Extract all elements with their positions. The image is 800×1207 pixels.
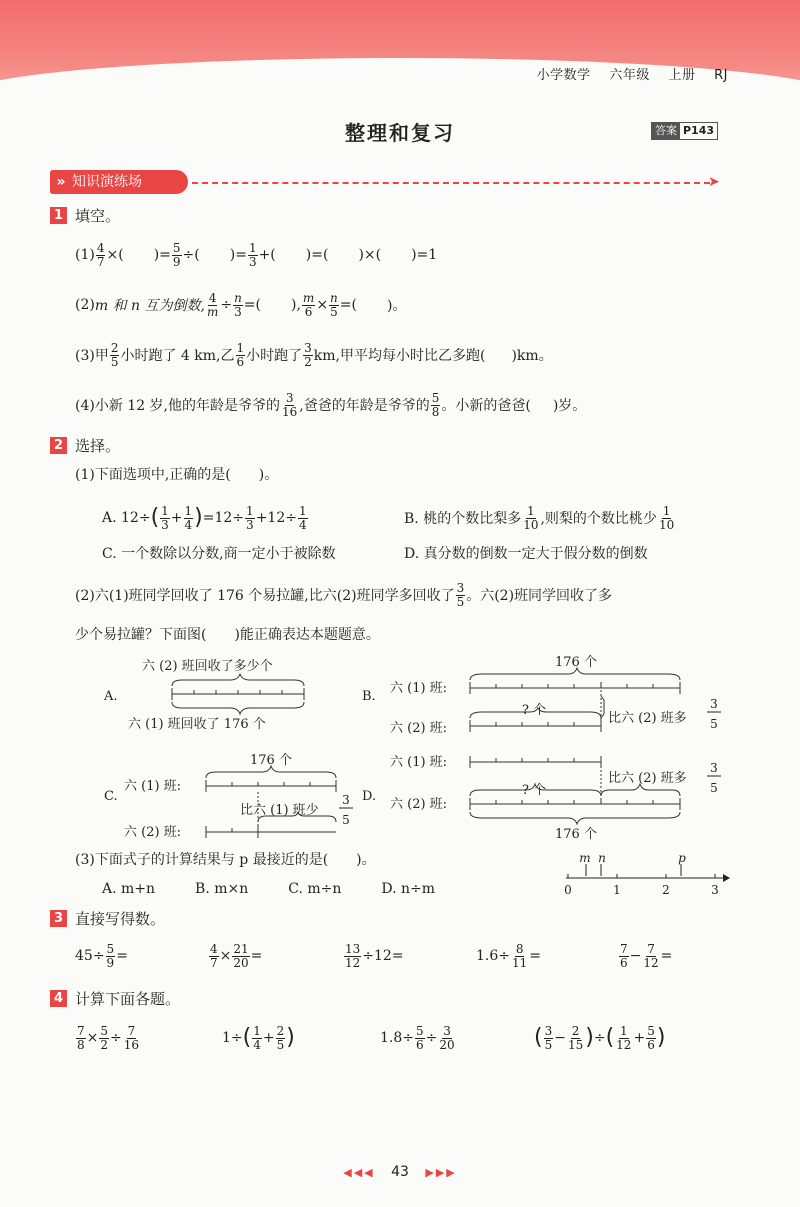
svg-text:六 (1) 班:: 六 (1) 班:: [390, 681, 448, 696]
q1-line1: (1) $\frac{4}{7}$ ×( )= $\frac{5}{9}$ ÷( )= $\frac{1}{3}$ +( )=( )×( )=1: [75, 240, 438, 269]
svg-text:六 (1) 班回收了 176 个: 六 (1) 班回收了 176 个: [128, 717, 266, 732]
q3-expr-5: 7 6 − $\frac{7}{12}$ =: [620, 941, 673, 970]
q1-title: 填空。: [75, 207, 121, 225]
q1-line2: (2) m 和 n 互为倒数, $\frac{4}{m}$ ÷ $\frac{n}{3}$ =( ), $\frac{m}{6}$ × $\frac{n}{5}$ =( )。: [75, 290, 407, 319]
svg-text:m: m: [579, 851, 591, 865]
header-edition: RJ: [714, 68, 728, 83]
svg-text:176 个: 176 个: [555, 655, 597, 670]
q2-option-b: B. 桃的个数比梨多 1 10 ,则梨的个数比桃少 1 10: [404, 503, 675, 532]
q1-number: 1: [50, 207, 67, 224]
answer-tag: [651, 122, 718, 140]
svg-text:176 个: 176 个: [250, 753, 292, 768]
section-tag: [50, 170, 188, 194]
header-subject: 小学数学: [536, 68, 591, 83]
svg-text:六 (2) 班:: 六 (2) 班:: [124, 825, 182, 840]
svg-text:六 (1) 班:: 六 (1) 班:: [390, 755, 448, 770]
diagram-b-label: B.: [362, 689, 376, 704]
q2-diagrams: [90, 652, 740, 842]
diagram-a-label: A.: [104, 689, 118, 704]
page-title: 整理和复习: [345, 121, 455, 145]
header-term: 上册: [668, 68, 696, 83]
q4-expr-1: $\frac{7}{8}$ × $\frac{5}{2}$ ÷ $\frac{7}{16}$: [77, 1023, 140, 1052]
q4-expr-4: ( 3 5 − $\frac{2}{15}$ ) ÷ ( 1 12 + $\frac{5}{6}$ ): [534, 1023, 666, 1052]
q2-sub3-options: [102, 878, 435, 900]
svg-text:1: 1: [613, 883, 621, 897]
prev-arrows-icon: ◀◀◀: [343, 1166, 375, 1179]
svg-text:? 个: ? 个: [522, 703, 547, 718]
svg-text:3: 3: [710, 761, 718, 775]
diagram-c-label: C.: [104, 789, 118, 804]
q4-expr-3: 1.8÷ $\frac{5}{6}$ ÷ $\frac{3}{20}$: [380, 1023, 455, 1052]
q2-sub3-option: A. m+n: [102, 881, 156, 897]
q2-sub3-option: D. n÷m: [381, 881, 436, 897]
svg-text:5: 5: [342, 813, 350, 827]
svg-text:2: 2: [662, 883, 670, 897]
section-divider: [192, 182, 710, 184]
svg-text:? 个: ? 个: [522, 783, 547, 798]
svg-text:六 (1) 班:: 六 (1) 班:: [124, 779, 182, 794]
q3-expr-1: 45÷ $\frac{5}{9}$ =: [75, 941, 128, 970]
answer-page: P143: [683, 124, 715, 137]
section-label: 知识演练场: [72, 174, 142, 190]
svg-text:5: 5: [710, 781, 718, 795]
q3-expr-2: 4 7 × $\frac{21}{20}$ =: [210, 941, 263, 970]
svg-text:3: 3: [710, 697, 718, 711]
svg-text:0: 0: [564, 883, 572, 897]
diagram-d-label: D.: [362, 789, 377, 804]
q2-option-c: C. 一个数除以分数,商一定小于被除数: [102, 546, 336, 562]
svg-text:p: p: [678, 851, 686, 865]
q2-sub1: (1)下面选项中,正确的是( )。: [75, 467, 279, 483]
q1-line3: (3)甲 2 5 小时跑了 4 km,乙 1 6 小时跑了 3 2 km,甲平均每小时比乙多跑( )km。: [75, 340, 553, 369]
q2-number: 2: [50, 437, 67, 454]
q2-sub2-cont: 少个易拉罐？下面图( )能正确表达本题题意。: [75, 627, 380, 643]
q3-expr-3: $\frac{13}{12}$ ÷12=: [345, 941, 404, 970]
header-grade: 六年级: [609, 68, 650, 83]
svg-text:比六 (2) 班多: 比六 (2) 班多: [608, 771, 687, 786]
q2-title: 选择。: [75, 437, 121, 455]
q2-sub2: (2)六(1)班同学回收了 176 个易拉罐,比六(2)班同学多回收了 3 5 。六(2)班同学回收了多: [75, 580, 613, 609]
svg-text:比六 (2) 班多: 比六 (2) 班多: [608, 711, 687, 726]
page-footer: [0, 1164, 800, 1180]
q4-expr-2: 1÷ ( 1 4 + $\frac{2}{5}$ ): [222, 1023, 295, 1052]
header-info: [523, 64, 728, 83]
q2-sub3-option: C. m÷n: [288, 881, 342, 897]
svg-text:比六 (1) 班少: 比六 (1) 班少: [240, 803, 319, 818]
svg-text:六 (2) 班:: 六 (2) 班:: [390, 721, 448, 736]
next-arrows-icon: ▶▶▶: [425, 1166, 457, 1179]
svg-text:176 个: 176 个: [555, 827, 597, 842]
svg-text:六 (2) 班:: 六 (2) 班:: [390, 797, 448, 812]
q4-title: 计算下面各题。: [75, 990, 181, 1008]
svg-text:3: 3: [342, 793, 350, 807]
fraction: $\frac{4}{7}$: [96, 240, 105, 269]
page-number: 43: [391, 1164, 409, 1180]
q3-number: 3: [50, 910, 67, 927]
q1-line4: (4)小新 12 岁,他的年龄是爷爷的 3 16 ,爸爸的年龄是爷爷的 5 8 。小新的爸爸( )岁。: [75, 390, 587, 419]
svg-text:六 (2) 班回收了多少个: 六 (2) 班回收了多少个: [142, 659, 273, 674]
number-line: [558, 848, 733, 898]
section-end-arrow-icon: ➤: [708, 174, 720, 190]
q2-sub3-option: B. m×n: [195, 881, 249, 897]
section-arrow-icon: »: [56, 174, 66, 190]
q3-expr-4: 1.6÷ $\frac{8}{11}$ =: [476, 941, 542, 970]
q2-option-a: A. 12÷ ( 1 3 + 1 4 ) =12÷ $\frac{1}{3}$ +12÷ $\frac{1}{4}$: [102, 503, 307, 532]
svg-text:3: 3: [711, 883, 719, 897]
q2-sub3: (3)下面式子的计算结果与 p 最接近的是( )。: [75, 852, 376, 868]
q3-title: 直接写得数。: [75, 910, 166, 928]
svg-text:n: n: [598, 851, 606, 865]
svg-text:5: 5: [710, 717, 718, 731]
answer-label: 答案: [652, 123, 680, 139]
q4-number: 4: [50, 990, 67, 1007]
q2-option-d: D. 真分数的倒数一定大于假分数的倒数: [404, 546, 648, 562]
